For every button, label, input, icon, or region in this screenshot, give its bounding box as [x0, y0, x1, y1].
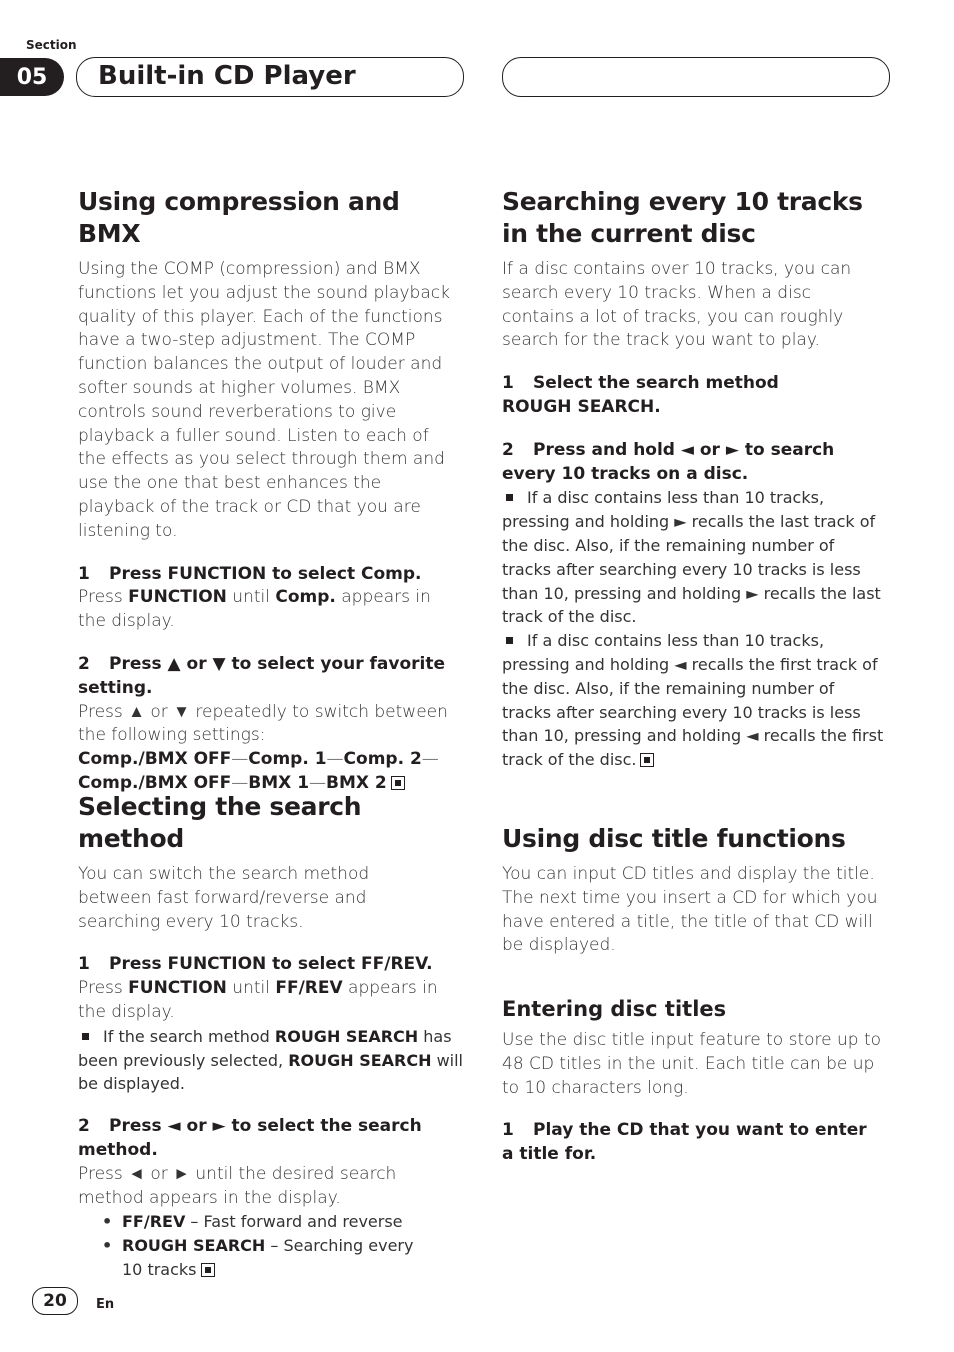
separator: — [309, 772, 327, 793]
setting-name: Comp./BMX OFF [78, 772, 232, 793]
compression-bmx-heading: Using compression and BMX [78, 187, 400, 248]
step-title: Press ◄ or ► to select the search method. [78, 1116, 422, 1160]
text-run-bold: Comp. [275, 587, 336, 608]
compression-step-2-body: Press ▲ or ▼ repeatedly to switch between the following settings: [78, 701, 448, 746]
entering-titles-body: Use the disc title input feature to store up to 48 CD titles in the unit. Each title can be up to 10 characters long. [502, 1030, 882, 1098]
setting-name: Comp. 2 [343, 749, 422, 770]
header-empty-frame [502, 57, 890, 97]
search-method-step-1 [78, 953, 464, 977]
text-run-bold: ROUGH SEARCH [274, 1026, 419, 1046]
entering-titles-section [502, 995, 888, 1167]
step-title: Select the search method ROUGH SEARCH. [502, 373, 779, 417]
text-run: – Fast forward and reverse [185, 1212, 403, 1232]
text-run-bold: FF/REV [122, 1212, 186, 1232]
text-run-bold: FF/REV [275, 978, 343, 999]
step-title: Play the CD that you want to enter a title for. [502, 1120, 867, 1165]
section-title: Built-in CD Player [98, 61, 356, 91]
text-run: will be displayed. [78, 1050, 463, 1094]
section-label: Section [26, 38, 77, 52]
search-10-tracks-body: If a disc contains over 10 tracks, you can search every 10 tracks. When a disc contains a lot of tracks, you can roughly search for the track you want to play. [502, 259, 852, 351]
step-number: 1 [502, 373, 514, 394]
page-number: 20 [32, 1287, 78, 1315]
setting-name: BMX 1 [248, 772, 310, 793]
text-run: Press [78, 978, 129, 999]
compression-step-1-body [78, 586, 464, 634]
step-number: 2 [502, 439, 514, 460]
text-run: If a disc contains less than 10 tracks, pressing and holding ► recalls the last track of the disc. Also, if the remaining number of tracks after searching every 10 tracks is less than 10, pressing and holding ► recalls the last track of the disc. [502, 488, 881, 627]
setting-name: BMX 2 [326, 772, 387, 793]
entering-titles-step-1 [502, 1119, 872, 1167]
note-bullet-icon [506, 494, 513, 501]
entering-titles-heading: Entering disc titles [502, 997, 727, 1021]
end-mark-icon [640, 753, 654, 767]
search-method-body: You can switch the search method between fast forward/reverse and searching every 10 tracks. [78, 864, 370, 932]
text-run: has been previously selected, [78, 1026, 452, 1070]
text-run: – Searching every 10 tracks [122, 1236, 414, 1279]
setting-name: Comp. 1 [248, 749, 327, 770]
language-label: En [96, 1297, 115, 1312]
compression-bmx-body: Using the COMP (compression) and BMX functions let you adjust the sound playback quality of this player. Each of the functions have a two-step adjustment. The COMP function balances the output of louder and softer sounds at higher volumes. BMX controls sound reverberations to give playback a fuller sound. Listen to each of the effects as you select through them and use the one that best enhances the playback of the track or CD that you are listening to. [78, 259, 450, 541]
disc-title-body: You can input CD titles and display the title. The next time you insert a CD for which you have entered a title, the title of that CD will be displayed. [502, 864, 878, 956]
compression-step-2 [78, 653, 464, 701]
search-method-step-2 [78, 1115, 464, 1163]
note-bullet-icon [506, 637, 513, 644]
search-10-tracks-section [502, 186, 888, 772]
text-run: Press [78, 587, 129, 608]
end-mark-icon [201, 1263, 215, 1277]
separator: — [421, 749, 439, 770]
text-run-bold: ROUGH SEARCH [122, 1236, 266, 1256]
compression-step-1 [78, 563, 464, 587]
search-10-tracks-note-2 [502, 629, 888, 772]
text-run: If a disc contains less than 10 tracks, pressing and holding ◄ recalls the first track of the disc. Also, if the remaining number of tracks after searching every 10 tracks is less than 10, pressing and holding ◄ recalls the first track of the disc. [502, 631, 884, 770]
search-method-step-1-body [78, 977, 464, 1025]
section-number-badge: 05 [0, 58, 64, 96]
list-item [78, 1210, 464, 1234]
list-item [78, 1234, 422, 1282]
text-run: appears in the display. [78, 587, 431, 632]
separator: — [231, 772, 249, 793]
text-run: until [226, 587, 276, 608]
bullet-dot-icon: • [102, 1236, 113, 1256]
step-title: Press and hold ◄ or ► to search every 10 tracks on a disc. [502, 439, 835, 484]
step-number: 1 [78, 563, 90, 584]
search-10-tracks-note-1 [502, 486, 888, 629]
disc-title-section [502, 823, 888, 958]
setting-name: Comp./BMX OFF [78, 749, 232, 770]
separator: — [326, 749, 344, 770]
text-run: until [226, 978, 276, 999]
step-number: 1 [78, 954, 90, 975]
search-10-tracks-step-2 [502, 439, 882, 487]
search-method-step-2-body: Press ◄ or ► until the desired search method appears in the display. [78, 1163, 397, 1208]
step-number: 2 [78, 1116, 90, 1137]
compression-bmx-section [78, 186, 464, 796]
step-title: Press FUNCTION to select Comp. [109, 563, 422, 584]
note-bullet-icon [82, 1033, 89, 1040]
step-title: Press ▲ or ▼ to select your favorite setting. [78, 653, 446, 698]
end-mark-icon [391, 776, 405, 790]
text-run-bold: FUNCTION [128, 978, 227, 999]
separator: — [231, 749, 249, 770]
disc-title-heading: Using disc title functions [502, 824, 846, 853]
text-run: appears in the display. [78, 978, 438, 1022]
step-number: 1 [502, 1120, 514, 1141]
search-method-section [78, 791, 464, 1282]
bullet-dot-icon: • [102, 1212, 113, 1232]
search-10-tracks-heading: Searching every 10 tracks in the current disc [502, 187, 863, 248]
compression-settings-sequence [78, 748, 464, 796]
step-title: Press FUNCTION to select FF/REV. [109, 954, 433, 975]
search-method-note [78, 1025, 464, 1096]
search-method-heading: Selecting the search method [78, 792, 362, 853]
text-run: If the search method [103, 1026, 275, 1046]
search-10-tracks-step-1 [502, 372, 802, 420]
text-run-bold: ROUGH SEARCH [288, 1050, 432, 1070]
step-number: 2 [78, 653, 90, 674]
text-run-bold: FUNCTION [128, 587, 227, 608]
